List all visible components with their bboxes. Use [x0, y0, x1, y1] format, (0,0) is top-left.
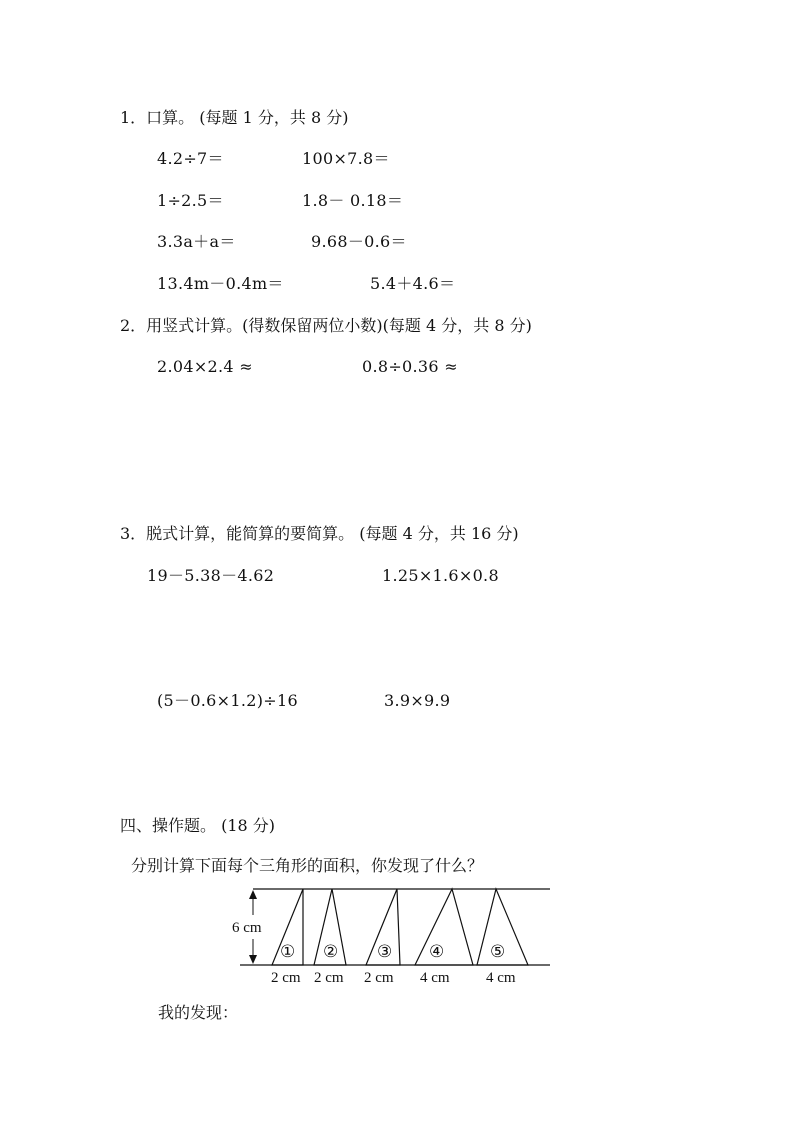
triangle-2-label: ② [323, 942, 339, 961]
stepwise-item-3: (5－0.6×1.2)÷16 [157, 691, 298, 710]
triangle-4-label: ④ [429, 942, 445, 961]
height-arrow-head-down [249, 955, 257, 964]
section-4-title: 四、操作题。 (18 分) [120, 816, 276, 835]
stepwise-item-2: 1.25×1.6×0.8 [382, 566, 499, 585]
base-label-5: 4 cm [486, 970, 516, 986]
oral-item-4: 1.8－ 0.18＝ [302, 191, 404, 210]
triangle-5-label: ⑤ [490, 942, 506, 961]
oral-item-5: 3.3a＋a＝ [157, 232, 236, 251]
section-3-title: 3．脱式计算，能简算的要简算。 (每题 4 分，共 16 分) [120, 524, 519, 543]
oral-item-7: 13.4m－0.4m＝ [157, 274, 284, 293]
height-arrow-head-up [249, 890, 257, 899]
section-2-title: 2．用竖式计算。(得数保留两位小数)(每题 4 分，共 8 分) [120, 316, 532, 335]
base-label-2: 2 cm [314, 970, 344, 986]
triangle-1-label: ① [280, 942, 296, 961]
oral-item-2: 100×7.8＝ [302, 149, 390, 168]
operation-question: 分别计算下面每个三角形的面积，你发现了什么？ [131, 856, 484, 875]
vertical-calc-item-1: 2.04×2.4 ≈ [157, 357, 253, 376]
vertical-calc-item-2: 0.8÷0.36 ≈ [362, 357, 458, 376]
stepwise-item-4: 3.9×9.9 [384, 691, 451, 710]
section-1-title: 1．口算。 (每题 1 分，共 8 分) [120, 108, 349, 127]
base-label-3: 2 cm [364, 970, 394, 986]
height-label: 6 cm [232, 920, 262, 936]
stepwise-item-1: 19－5.38－4.62 [147, 566, 275, 585]
answer-prompt: 我的发现： [158, 1003, 239, 1022]
oral-item-3: 1÷2.5＝ [157, 191, 224, 210]
base-label-1: 2 cm [271, 970, 301, 986]
triangle-3-label: ③ [377, 942, 393, 961]
oral-item-1: 4.2÷7＝ [157, 149, 224, 168]
base-label-4: 4 cm [420, 970, 450, 986]
oral-item-8: 5.4＋4.6＝ [370, 274, 456, 293]
oral-item-6: 9.68－0.6＝ [311, 232, 407, 251]
